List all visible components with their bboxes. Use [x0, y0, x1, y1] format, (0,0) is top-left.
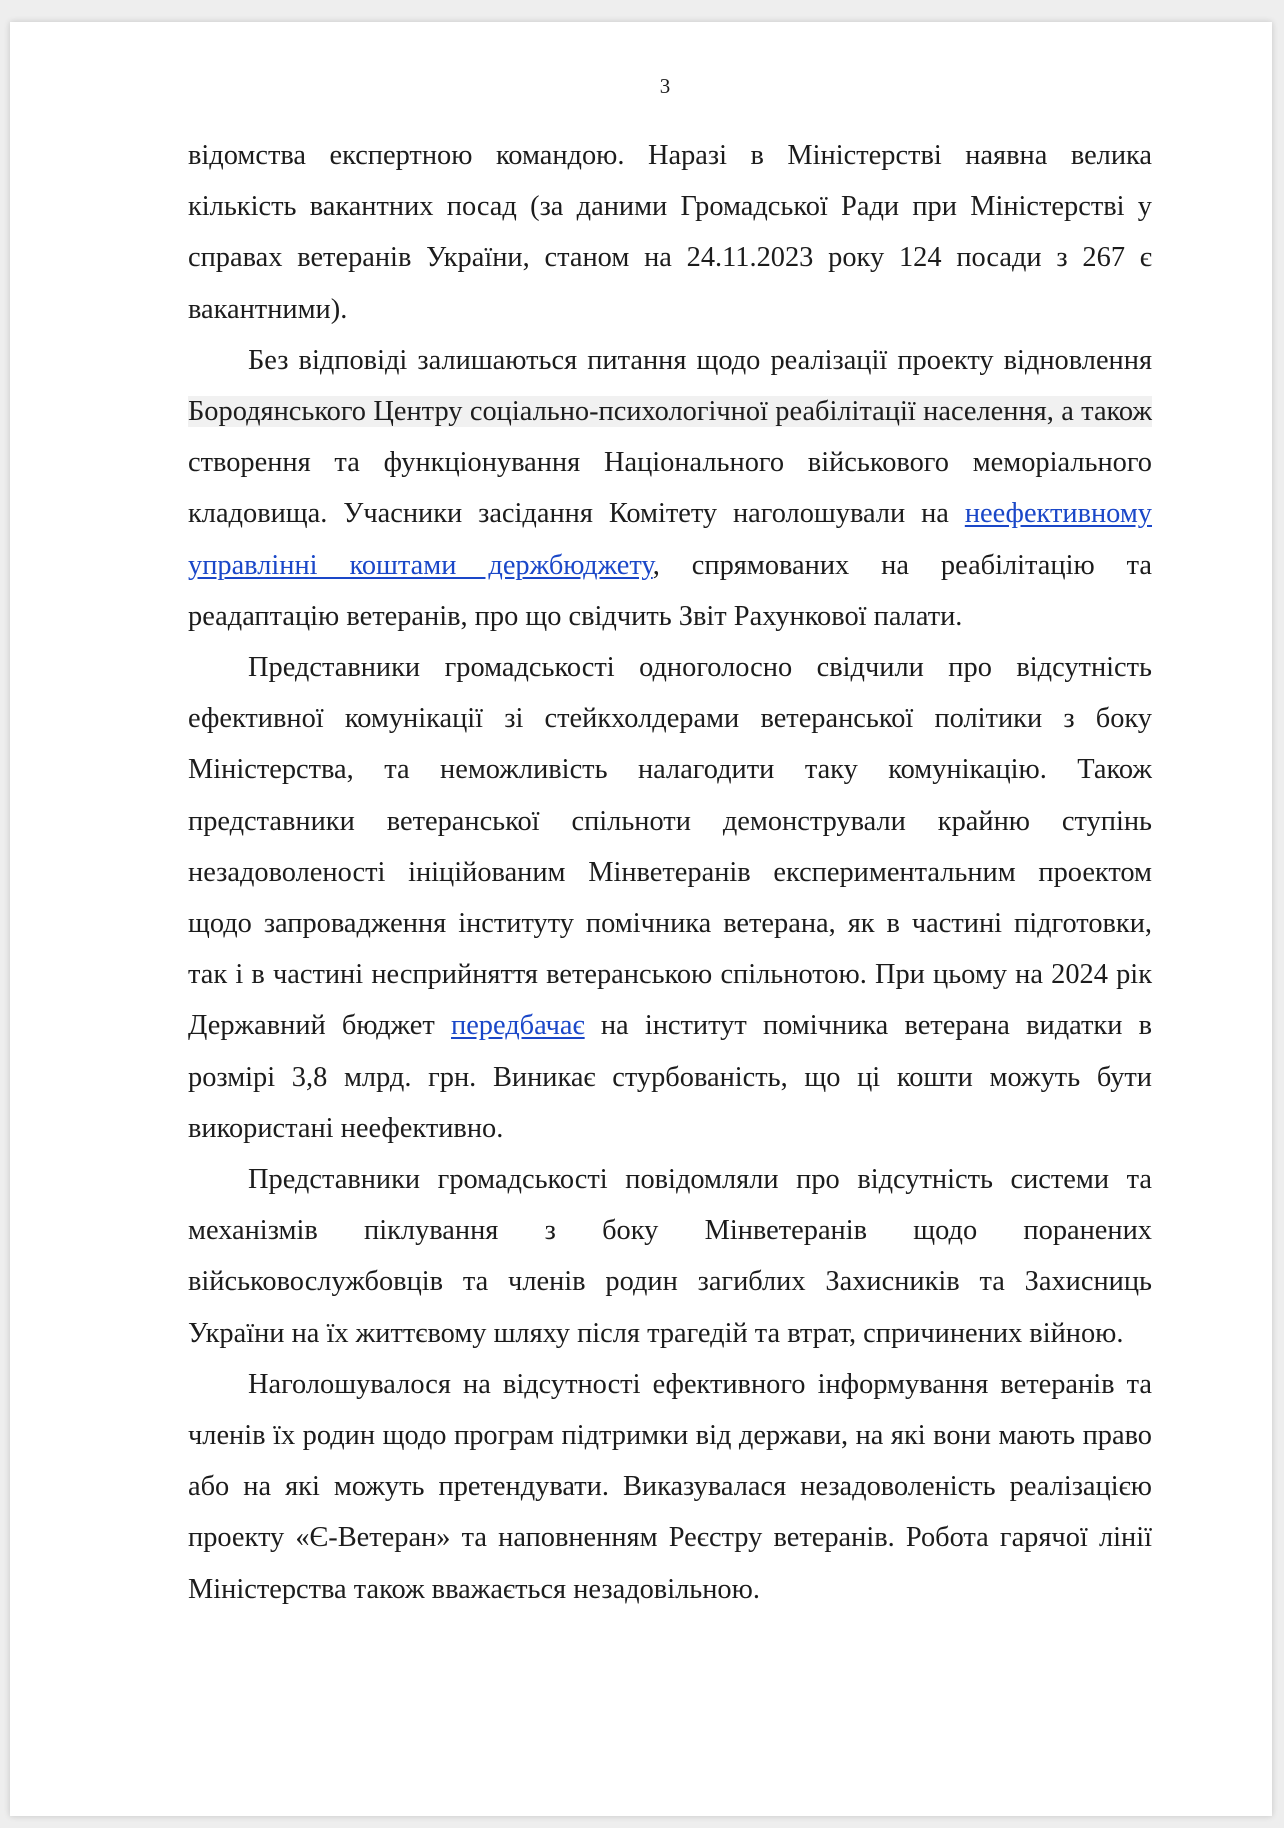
paragraph-4: Представники громадськості повідомляли про відсутність системи та механізмів піклування з боку Мінветеранів щодо поранених військовослужбовців та членів родин загиблих Захисників та Захисниць України на їх життєвому шляху після трагедій та втрат, спричинених війною. [188, 1164, 1152, 1349]
paragraph-1: відомства експертною командою. Наразі в Міністерстві наявна велика кількість вакантних посад (за даними Громадської Ради при Міністерстві у справах ветеранів України, станом на 24.11.2023 року 124 посади з 267 є вакантними). [188, 140, 1152, 325]
page-number: 3 [659, 74, 671, 98]
paragraph-5: Наголошувалося на відсутності ефективного інформування ветеранів та членів їх родин щодо програм підтримки від держави, на які вони мають право або на які можуть претендувати. Виказувалася незадоволеність реалізацією проекту «Є-Ветеран» та наповненням Реєстру ветеранів. Робота гарячої лінії Міністерства також вважається незадовільною. [188, 1368, 1152, 1605]
paragraph-2-text-c: створення та функціонування Національного військового меморіального кладовища. Учасники засідання Комітету наголошували на [188, 447, 1152, 530]
paragraph-2 [188, 335, 1152, 642]
document-page [10, 22, 1272, 1816]
paragraph-2-highlighted-text: Бородянського Центру соціально-психологічної реабілітації населення, а також [188, 396, 1152, 428]
paragraph-2-text-d: , спрямованих на реабілітацію та реадаптацію ветеранів, про що свідчить Звіт Рахункової палати. [188, 549, 1153, 632]
paragraph-3 [188, 642, 1152, 1154]
paragraph-3-text-b: на інститут помічника ветерана видатки в розмірі 3,8 млрд. грн. Виникає стурбованість, що ці кошти можуть бути використані неефективно. [188, 1010, 1152, 1144]
paragraph-2-text-a: Без відповіді залишаються питання щодо реалізації проекту відновлення [248, 344, 1152, 376]
document-body [188, 130, 1152, 1615]
paragraph-3-text-a: Представники громадськості одноголосно свідчили про відсутність ефективної комунікації зі стейкхолдерами ветеранської політики з боку Міністерства, та неможливість налагодити таку комунікацію. Також представники ветеранської спільноти демонстрували крайню ступінь незадоволеності ініційованим Мінветеранів експериментальним проектом щодо запровадження інституту помічника ветерана, як в частині підготовки, так і в частині несприйняття ветеранською спільнотою. При цьому на 2024 рік Державний бюджет [188, 652, 1152, 1042]
budget-mismanagement-link[interactable]: неефективному управлінні коштами держбюджету [188, 498, 1152, 581]
budget-provision-link[interactable]: передбачає [451, 1010, 585, 1042]
